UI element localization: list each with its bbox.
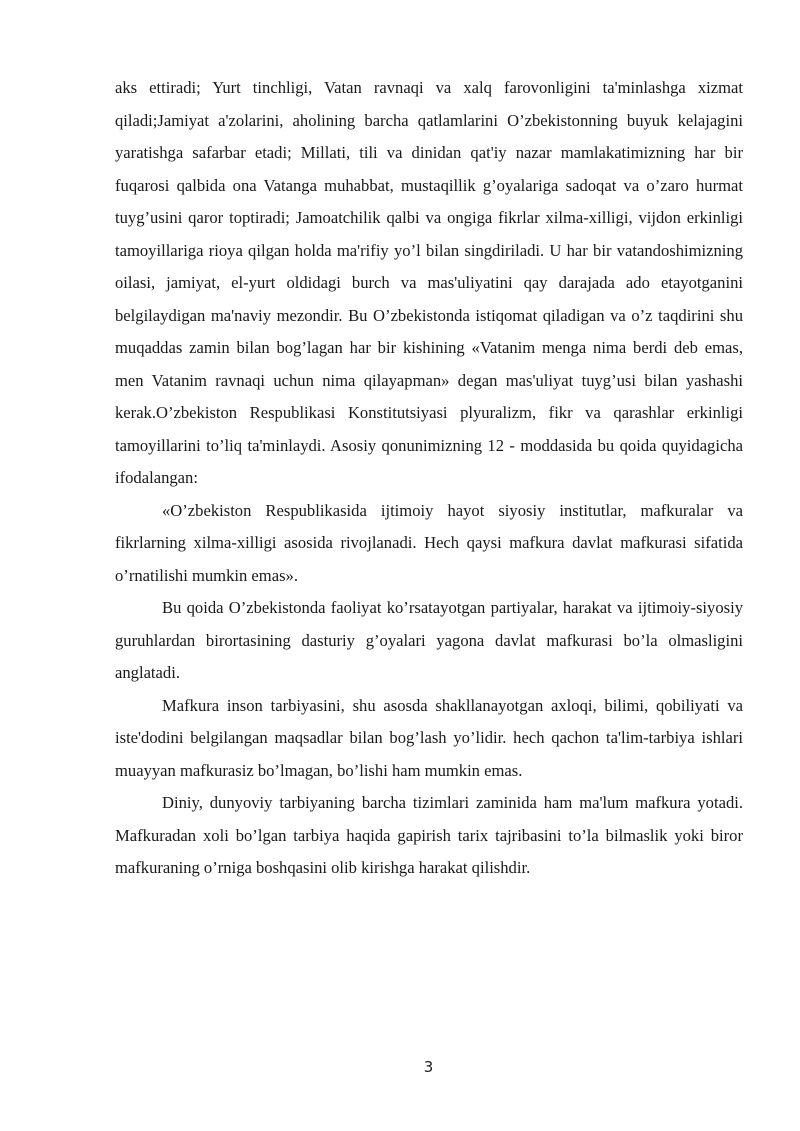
paragraph-continuation: aks ettiradi; Yurt tinchligi, Vatan ravnaqi va xalq farovonligini ta'minlashga xizmat qiladi;Jamiyat a'zolarini, aholining barcha qatlamlarini O’zbekistonning buyuk kelajagini yaratishga safarbar etadi; Millati, tili va dinidan qat'iy nazar mamlakatimizning har bir fuqarosi qalbida ona Vatanga muhabbat, mustaqillik g’oyalariga sadoqat va o’zaro hurmat tuyg’usini qaror toptiradi; Jamoatchilik qalbi va ongiga fikrlar xilma-xilligi, vijdon erkinligi tamoyillariga rioya qilgan holda ma'rifiy yo’l bilan singdiriladi. U har bir vatandoshimizning oilasi, jamiyat, el-yurt oldidagi burch va mas'uliyatini qay darajada ado etayotganini belgilaydigan ma'naviy mezondir. Bu O’zbekistonda istiqomat qiladigan va o’z taqdirini shu muqaddas zamin bilan bog’lagan har bir kishining «Vatanim menga nima berdi deb emas, men Vatanim ravnaqi uchun nima qilayapman» degan mas'uliyat tuyg’usi bilan yashashi kerak.O’zbekiston Respublikasi Konstitutsiyasi plyuralizm, fikr va qarashlar erkinligi tamoyillarini to’liq ta'minlaydi. Asosiy qonunimizning 12 - moddasida bu qoida quyidagicha ifodalangan:: [115, 78, 743, 487]
paragraph-mafkura: Mafkura inson tarbiyasini, shu asosda shakllanayotgan axloqi, bilimi, qobiliyati va iste'dodini belgilangan maqsadlar bilan bog’lash yo’lidir. hech qachon ta'lim-tarbiya ishlari muayyan mafkurasiz bo’lmagan, bo’lishi ham mumkin emas.: [115, 695, 743, 780]
paragraph-tarbiya: Diniy, dunyoviy tarbiyaning barcha tizimlari zaminida ham ma'lum mafkura yotadi. Mafkuradan xoli bo’lgan tarbiya haqida gapirish tarix tajribasini to’la bilmaslik yoki biror mafkuraning o’rniga boshqasini olib kirishga harakat qilishdir.: [115, 793, 743, 877]
body-text: [115, 72, 743, 885]
paragraph-quote: «O’zbekiston Respublikasida ijtimoiy hayot siyosiy institutlar, mafkuralar va fikrlarning xilma-xilligi asosida rivojlanadi. Hech qaysi mafkura davlat mafkurasi sifatida o’rnatilishi mumkin emas».: [115, 500, 743, 585]
page-number: 3: [423, 1058, 434, 1076]
paragraph-explanation: Bu qoida O’zbekistonda faoliyat ko’rsatayotgan partiyalar, harakat va ijtimoiy-siyosiy guruhlardan birortasining dasturiy g’oyalari yagona davlat mafkurasi bo’la olmasligini anglatadi.: [115, 598, 743, 682]
